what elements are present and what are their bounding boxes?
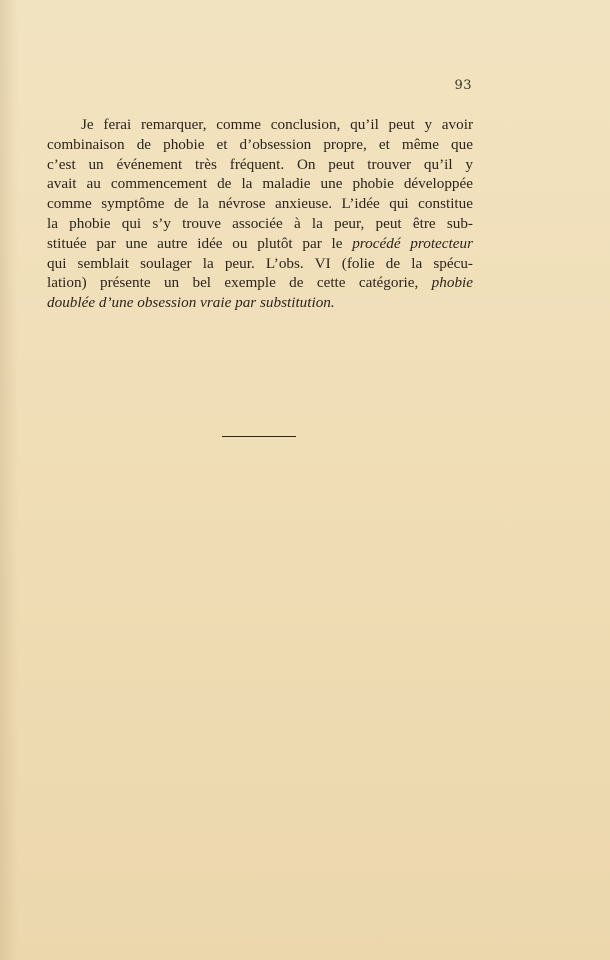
paragraph-line	[47, 155, 473, 175]
paragraph-line	[47, 293, 473, 313]
italic-text: doublée d’une obsession vraie par substitution.	[47, 294, 335, 312]
italic-text: phobie	[431, 274, 473, 292]
paragraph-line	[47, 214, 473, 234]
line-text: la phobie qui s’y trouve associée à la peur, peut être sub-	[47, 214, 473, 232]
paragraph-line	[47, 194, 473, 214]
line-text: lation) présente un bel exemple de cette catégorie,	[47, 274, 432, 292]
line-text: c’est un événement très fréquent. On peut trouver qu’il y	[47, 155, 473, 173]
paragraph-line	[47, 273, 473, 293]
line-text: avait au commencement de la maladie une phobie développée	[47, 175, 473, 193]
paragraph-line	[47, 115, 473, 135]
paragraph-line	[47, 135, 473, 155]
line-text: stituée par une autre idée ou plutôt par le	[47, 234, 353, 252]
paragraph-line	[47, 234, 473, 254]
line-text: comme symptôme de la névrose anxieuse. L’idée qui constitue	[47, 195, 473, 213]
paragraph-line	[47, 254, 473, 274]
paragraph-line	[47, 174, 473, 194]
paragraph	[47, 115, 473, 313]
line-text: qui semblait soulager la peur. L’obs. VI (folie de la spécu-	[47, 254, 473, 272]
line-text: combinaison de phobie et d’obsession propre, et même que	[47, 135, 473, 153]
page-number: 93	[454, 78, 472, 93]
italic-text: procédé protecteur	[352, 234, 473, 252]
line-text: Je ferai remarquer, comme conclusion, qu’il peut y avoir	[81, 116, 473, 133]
section-divider-rule	[222, 436, 296, 437]
